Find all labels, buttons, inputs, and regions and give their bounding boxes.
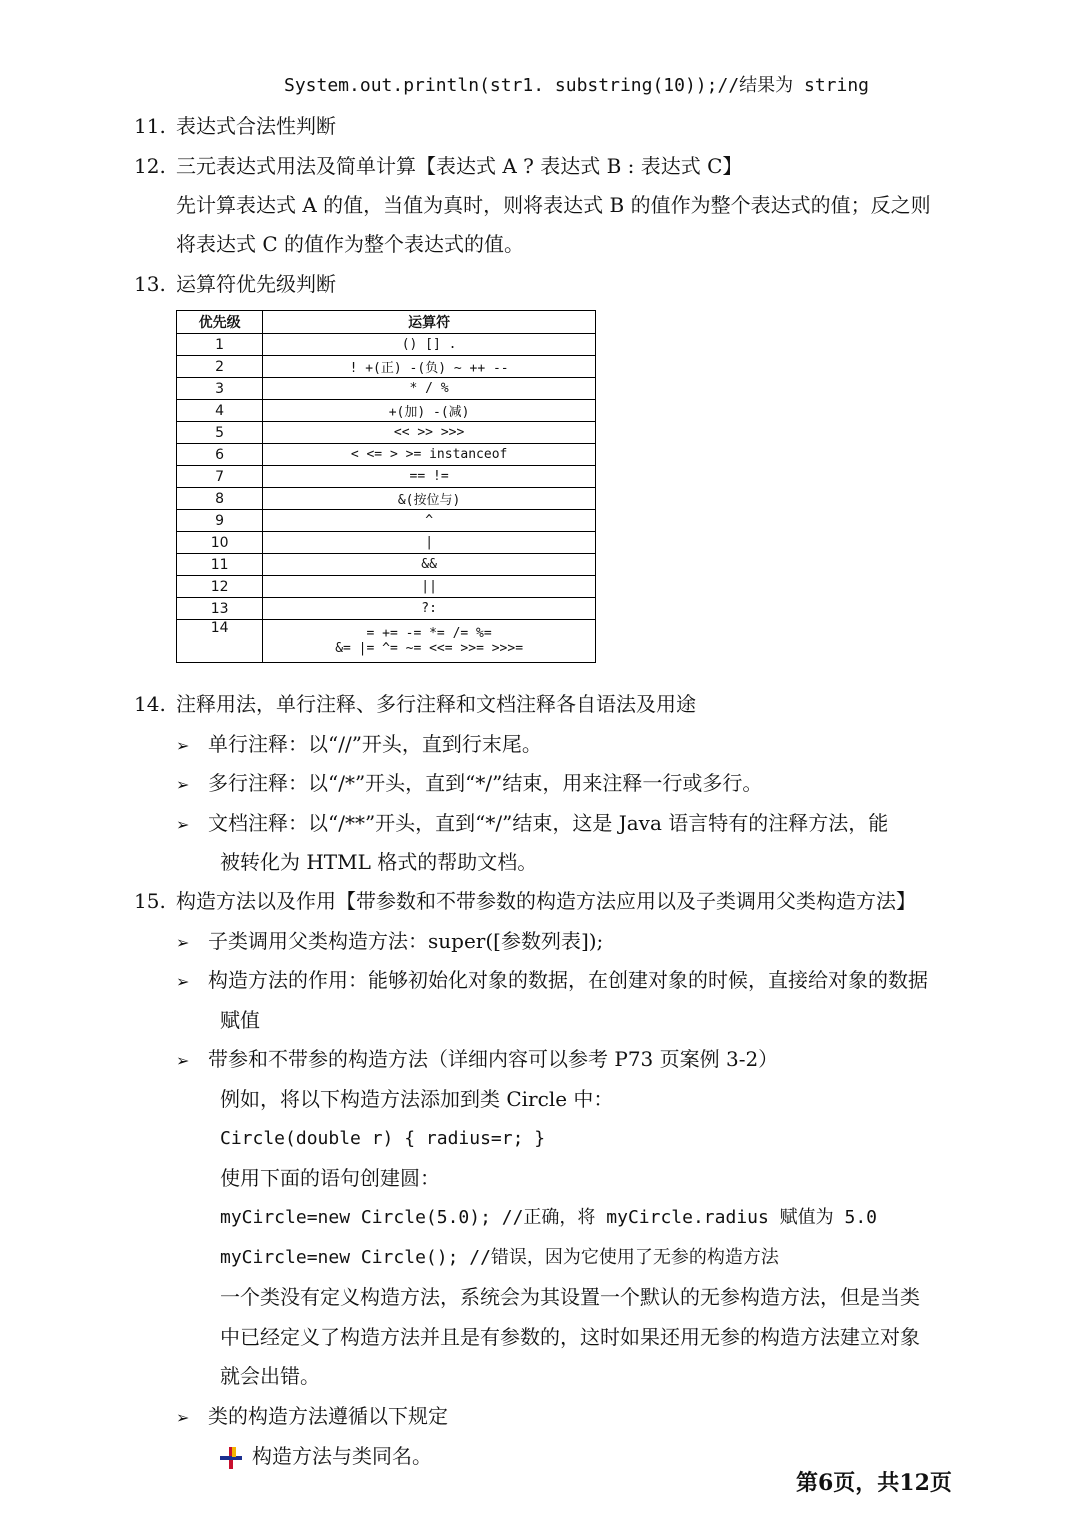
table-header-row bbox=[177, 311, 596, 334]
example-code: myCircle=new Circle(); //错误，因为它使用了无参的构造方法 bbox=[220, 1247, 779, 1268]
operator-cell: +(加) -(减) bbox=[263, 400, 596, 422]
arrow-bullet-icon: ➢ bbox=[176, 775, 190, 794]
operator-cell: * / % bbox=[263, 378, 596, 400]
bullet-item bbox=[176, 1402, 448, 1432]
header-priority: 优先级 bbox=[177, 311, 263, 334]
item-15 bbox=[134, 887, 916, 915]
item-number: 11. bbox=[134, 114, 166, 138]
example-text: 中已经定义了构造方法并且是有参数的，这时如果还用无参的构造方法建立对象 bbox=[220, 1325, 920, 1349]
priority-cell: 12 bbox=[177, 576, 263, 598]
priority-cell: 4 bbox=[177, 400, 263, 422]
table-row bbox=[177, 620, 596, 663]
bullet-text: 子类调用父类构造方法：super([参数列表]); bbox=[208, 929, 604, 953]
item-text: 构造方法以及作用【带参数和不带参数的构造方法应用以及子类调用父类构造方法】 bbox=[176, 889, 916, 913]
bullet-text: 带参和不带参的构造方法（详细内容可以参考 P73 页案例 3-2） bbox=[208, 1047, 779, 1071]
item-text: 三元表达式用法及简单计算【表达式 A ? 表达式 B : 表达式 C】 bbox=[176, 154, 743, 178]
operator-cell: ^ bbox=[263, 510, 596, 532]
bullet-text: 构造方法的作用：能够初始化对象的数据，在创建对象的时候，直接给对象的数据 bbox=[208, 968, 928, 992]
operator-cell: ?: bbox=[263, 598, 596, 620]
item-text: 表达式合法性判断 bbox=[176, 114, 336, 138]
priority-cell: 8 bbox=[177, 488, 263, 510]
bullet-text: 文档注释：以“/**”开头，直到“*/”结束，这是 Java 语言特有的注释方法，能 bbox=[208, 811, 889, 835]
arrow-bullet-icon: ➢ bbox=[176, 815, 190, 834]
item-number: 13. bbox=[134, 272, 166, 296]
table-row bbox=[177, 576, 596, 598]
operator-cell: () [] . bbox=[263, 334, 596, 356]
table-row bbox=[177, 532, 596, 554]
arrow-bullet-icon: ➢ bbox=[176, 1051, 190, 1070]
table-row bbox=[177, 422, 596, 444]
operator-cell bbox=[263, 620, 596, 663]
example-text: 就会出错。 bbox=[220, 1364, 320, 1388]
bullet-text: 类的构造方法遵循以下规定 bbox=[208, 1404, 448, 1428]
bullet-item bbox=[176, 966, 928, 996]
bullet-item bbox=[176, 809, 888, 839]
priority-cell: 10 bbox=[177, 532, 263, 554]
operator-line: &= |= ^= ~= <<= >>= >>>= bbox=[335, 641, 524, 656]
item-number: 14. bbox=[134, 692, 166, 716]
example-text: 一个类没有定义构造方法，系统会为其设置一个默认的无参构造方法，但是当类 bbox=[220, 1285, 920, 1309]
operator-cell: << >> >>> bbox=[263, 422, 596, 444]
example-text: 使用下面的语句创建圆： bbox=[220, 1166, 440, 1190]
rule-text: 构造方法与类同名。 bbox=[252, 1444, 432, 1468]
table-row bbox=[177, 334, 596, 356]
operator-cell: &(按位与) bbox=[263, 488, 596, 510]
table-row bbox=[177, 356, 596, 378]
priority-cell: 2 bbox=[177, 356, 263, 378]
table-row bbox=[177, 400, 596, 422]
pushpin-bullet-icon bbox=[220, 1447, 242, 1469]
top-code-line: System.out.println(str1. substring(10));//结果为 string bbox=[284, 75, 870, 96]
example-code: Circle(double r) { radius=r; } bbox=[220, 1128, 546, 1149]
operator-cell: || bbox=[263, 576, 596, 598]
bullet-text: 多行注释：以“/*”开头，直到“*/”结束，用来注释一行或多行。 bbox=[208, 771, 763, 795]
item-12-desc-1: 先计算表达式 A 的值，当值为真时，则将表达式 B 的值作为整个表达式的值；反之则 bbox=[176, 193, 931, 217]
operator-cell: && bbox=[263, 554, 596, 576]
priority-cell: 7 bbox=[177, 466, 263, 488]
table-row bbox=[177, 554, 596, 576]
priority-cell: 14 bbox=[177, 620, 263, 663]
operator-line: = += -= *= /= %= bbox=[366, 626, 492, 641]
priority-cell: 13 bbox=[177, 598, 263, 620]
priority-cell: 6 bbox=[177, 444, 263, 466]
rule-item bbox=[220, 1442, 432, 1470]
table-row bbox=[177, 598, 596, 620]
priority-cell: 1 bbox=[177, 334, 263, 356]
bullet-item bbox=[176, 730, 542, 760]
item-text: 运算符优先级判断 bbox=[176, 272, 336, 296]
table-row bbox=[177, 444, 596, 466]
item-number: 12. bbox=[134, 154, 166, 178]
priority-cell: 11 bbox=[177, 554, 263, 576]
table-row bbox=[177, 378, 596, 400]
operator-priority-table bbox=[176, 310, 596, 663]
item-11 bbox=[134, 112, 336, 140]
table-row bbox=[177, 488, 596, 510]
priority-cell: 3 bbox=[177, 378, 263, 400]
arrow-bullet-icon: ➢ bbox=[176, 933, 190, 952]
item-text: 注释用法，单行注释、多行注释和文档注释各自语法及用途 bbox=[176, 692, 696, 716]
operator-cell: | bbox=[263, 532, 596, 554]
bullet-continuation: 被转化为 HTML 格式的帮助文档。 bbox=[220, 850, 538, 874]
item-14 bbox=[134, 690, 696, 718]
table-row bbox=[177, 510, 596, 532]
table-row bbox=[177, 466, 596, 488]
priority-cell: 9 bbox=[177, 510, 263, 532]
bullet-item bbox=[176, 927, 603, 957]
item-number: 15. bbox=[134, 889, 166, 913]
item-12 bbox=[134, 152, 742, 180]
operator-cell: == != bbox=[263, 466, 596, 488]
arrow-bullet-icon: ➢ bbox=[176, 972, 190, 991]
example-text: 例如，将以下构造方法添加到类 Circle 中： bbox=[220, 1087, 614, 1111]
arrow-bullet-icon: ➢ bbox=[176, 1408, 190, 1427]
bullet-item bbox=[176, 769, 762, 799]
arrow-bullet-icon: ➢ bbox=[176, 736, 190, 755]
operator-cell: < <= > >= instanceof bbox=[263, 444, 596, 466]
operator-cell: ! +(正) -(负) ~ ++ -- bbox=[263, 356, 596, 378]
example-code: myCircle=new Circle(5.0); //正确，将 myCircle.radius 赋值为 5.0 bbox=[220, 1207, 878, 1228]
bullet-item bbox=[176, 1045, 778, 1075]
item-12-desc-2: 将表达式 C 的值作为整个表达式的值。 bbox=[176, 232, 525, 256]
page-footer: 第6页，共12页 bbox=[796, 1470, 952, 1496]
header-operator: 运算符 bbox=[263, 311, 596, 334]
item-13 bbox=[134, 270, 336, 298]
priority-cell: 5 bbox=[177, 422, 263, 444]
bullet-continuation: 赋值 bbox=[220, 1008, 260, 1032]
bullet-text: 单行注释：以“//”开头，直到行末尾。 bbox=[208, 732, 542, 756]
